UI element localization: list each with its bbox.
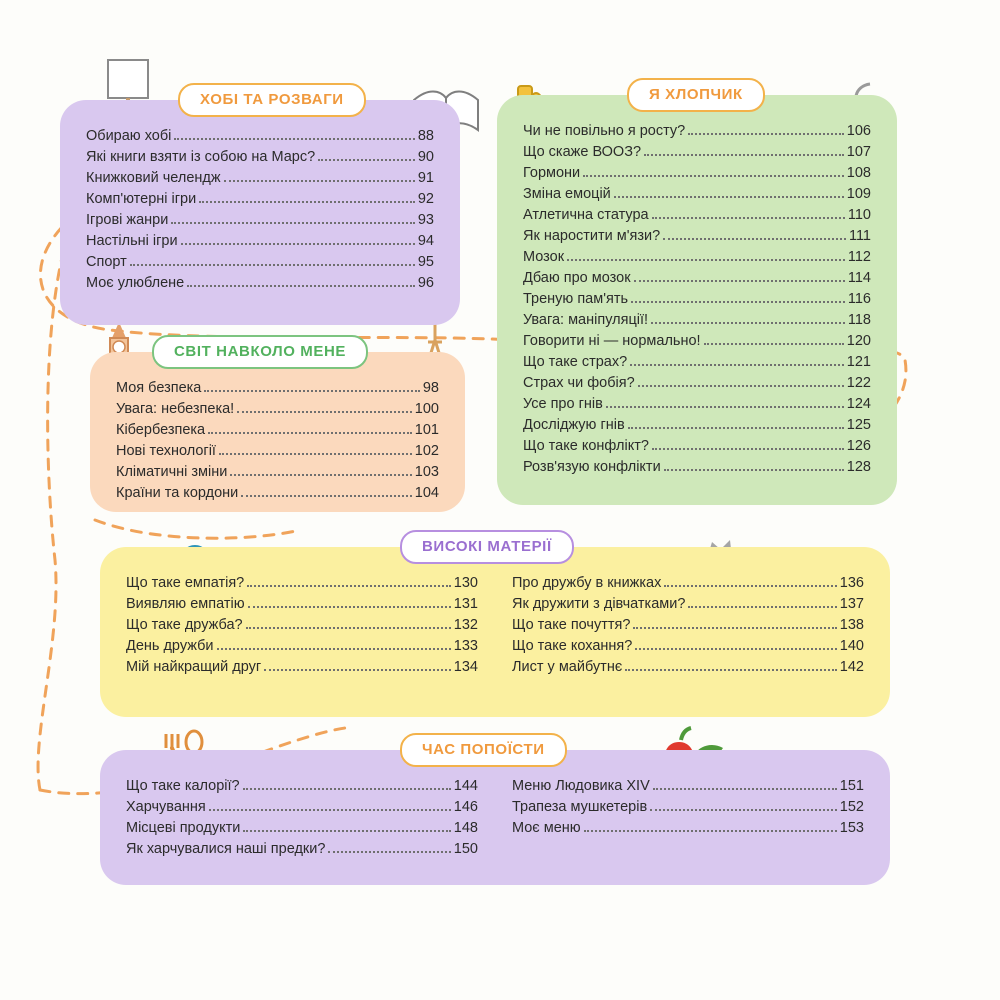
entry-title: Що таке калорії?	[126, 778, 240, 794]
entry-page: 130	[453, 575, 478, 591]
leader-dots	[219, 452, 412, 455]
entry-page: 144	[453, 778, 478, 794]
entry-title: Моє улюблене	[86, 275, 185, 291]
toc-entry[interactable]	[126, 776, 478, 797]
toc-entry[interactable]	[126, 615, 478, 636]
entries-column	[512, 573, 864, 678]
toc-entry[interactable]	[512, 657, 864, 678]
toc-entry[interactable]	[523, 247, 871, 268]
leader-dots	[209, 808, 451, 811]
entry-page: 102	[414, 443, 439, 459]
leader-dots	[652, 216, 845, 219]
leader-dots	[688, 132, 844, 135]
leader-dots	[187, 284, 415, 287]
entry-title: Досліджую гнів	[523, 417, 625, 433]
toc-entry[interactable]	[523, 121, 871, 142]
leader-dots	[653, 787, 837, 790]
entry-title: Що таке страх?	[523, 354, 628, 370]
entry-page: 110	[847, 207, 871, 223]
section-title-food: ЧАС ПОПОЇСТИ	[400, 733, 567, 767]
entries-column	[126, 776, 478, 860]
entry-page: 96	[417, 275, 434, 291]
entry-title: Моє меню	[512, 820, 581, 836]
toc-entry[interactable]	[523, 394, 871, 415]
entry-title: Комп'ютерні ігри	[86, 191, 197, 207]
entry-title: Зміна емоцій	[523, 186, 611, 202]
toc-entry[interactable]	[86, 231, 434, 252]
entry-title: Що таке кохання?	[512, 638, 633, 654]
entries-column	[523, 121, 871, 478]
entry-page: 137	[839, 596, 864, 612]
entry-page: 150	[453, 841, 478, 857]
entry-title: Як дружити з дівчатками?	[512, 596, 686, 612]
leader-dots	[644, 153, 844, 156]
entry-page: 94	[417, 233, 434, 249]
leader-dots	[638, 384, 844, 387]
entry-page: 125	[846, 417, 871, 433]
entry-title: Про дружбу в книжках	[512, 575, 662, 591]
toc-entry[interactable]	[523, 205, 871, 226]
toc-entry[interactable]	[512, 573, 864, 594]
entry-title: Настільні ігри	[86, 233, 178, 249]
entry-title: Що таке дружба?	[126, 617, 243, 633]
toc-entry[interactable]	[116, 378, 439, 399]
leader-dots	[243, 787, 451, 790]
leader-dots	[630, 363, 844, 366]
entry-page: 124	[846, 396, 871, 412]
entry-page: 109	[846, 186, 871, 202]
section-panel-boy	[497, 86, 897, 505]
toc-entry[interactable]	[116, 483, 439, 504]
entry-title: Кліматичні зміни	[116, 464, 228, 480]
entry-title: Лист у майбутнє	[512, 659, 623, 675]
toc-entry[interactable]	[126, 797, 478, 818]
leader-dots	[247, 584, 451, 587]
entry-title: Що таке почуття?	[512, 617, 631, 633]
toc-entry[interactable]	[116, 441, 439, 462]
section-entries-high	[100, 547, 890, 696]
leader-dots	[584, 829, 837, 832]
toc-entry[interactable]	[523, 163, 871, 184]
leader-dots	[634, 279, 845, 282]
entry-title: Страх чи фобія?	[523, 375, 635, 391]
leader-dots	[628, 426, 844, 429]
section-entries-world	[90, 352, 465, 522]
toc-entry[interactable]	[512, 776, 864, 797]
toc-entry[interactable]	[126, 636, 478, 657]
entry-page: 121	[846, 354, 871, 370]
section-panel-high	[100, 538, 890, 717]
leader-dots	[651, 321, 845, 324]
entry-page: 118	[847, 312, 871, 328]
entry-title: Обираю хобі	[86, 128, 172, 144]
leader-dots	[208, 431, 412, 434]
toc-entry[interactable]	[512, 818, 864, 839]
toc-entry[interactable]	[523, 331, 871, 352]
entries-column	[512, 776, 864, 860]
leader-dots	[264, 668, 451, 671]
entry-title: Треную пам'ять	[523, 291, 629, 307]
entry-title: Мозок	[523, 249, 565, 265]
entry-page: 103	[414, 464, 439, 480]
entry-title: Що скаже ВООЗ?	[523, 144, 642, 160]
entry-page: 128	[846, 459, 871, 475]
entries-column	[116, 378, 439, 504]
leader-dots	[130, 263, 415, 266]
entry-page: 93	[417, 212, 434, 228]
entry-title: Гормони	[523, 165, 581, 181]
entry-page: 146	[453, 799, 478, 815]
entry-title: Спорт	[86, 254, 127, 270]
entry-title: Країни та кордони	[116, 485, 239, 501]
entry-page: 91	[417, 170, 434, 186]
toc-entry[interactable]	[86, 273, 434, 294]
toc-entry[interactable]	[523, 184, 871, 205]
entry-title: День дружби	[126, 638, 214, 654]
entry-title: Розв'язую конфлікти	[523, 459, 661, 475]
entry-page: 142	[839, 659, 864, 675]
entry-page: 132	[453, 617, 478, 633]
leader-dots	[663, 237, 846, 240]
entry-page: 88	[417, 128, 434, 144]
section-title-hobby: ХОБІ ТА РОЗВАГИ	[178, 83, 366, 117]
leader-dots	[237, 410, 412, 413]
entry-page: 133	[453, 638, 478, 654]
leader-dots	[181, 242, 415, 245]
entry-title: Мій найкращий друг	[126, 659, 262, 675]
entry-page: 126	[846, 438, 871, 454]
leader-dots	[635, 647, 836, 650]
entry-page: 122	[846, 375, 871, 391]
entry-page: 136	[839, 575, 864, 591]
entry-title: Усе про гнів	[523, 396, 603, 412]
leader-dots	[704, 342, 844, 345]
toc-entry[interactable]	[523, 415, 871, 436]
section-entries-boy	[497, 95, 897, 496]
leader-dots	[318, 158, 415, 161]
toc-entry[interactable]	[126, 657, 478, 678]
leader-dots	[614, 195, 844, 198]
toc-entry[interactable]	[512, 636, 864, 657]
entry-page: 153	[839, 820, 864, 836]
toc-entry[interactable]	[126, 594, 478, 615]
leader-dots	[217, 647, 451, 650]
toc-entry[interactable]	[523, 226, 871, 247]
toc-entry[interactable]	[523, 142, 871, 163]
toc-entry[interactable]	[86, 189, 434, 210]
leader-dots	[246, 626, 451, 629]
toc-entry[interactable]	[523, 268, 871, 289]
toc-entry[interactable]	[512, 594, 864, 615]
section-entries-hobby	[60, 100, 460, 312]
leader-dots	[199, 200, 415, 203]
entry-page: 100	[414, 401, 439, 417]
entry-page: 111	[848, 228, 871, 244]
toc-entry[interactable]	[512, 615, 864, 636]
toc-entry[interactable]	[523, 436, 871, 457]
entry-title: Харчування	[126, 799, 206, 815]
entry-title: Нові технології	[116, 443, 216, 459]
entry-title: Дбаю про мозок	[523, 270, 631, 286]
entry-title: Говорити ні — нормально!	[523, 333, 701, 349]
toc-entry[interactable]	[86, 147, 434, 168]
section-title-world: СВІТ НАВКОЛО МЕНЕ	[152, 335, 368, 369]
section-panel-world	[90, 343, 465, 512]
leader-dots	[241, 494, 412, 497]
entry-title: Меню Людовика XIV	[512, 778, 650, 794]
leader-dots	[243, 829, 450, 832]
entry-page: 138	[839, 617, 864, 633]
entry-title: Ігрові жанри	[86, 212, 169, 228]
leader-dots	[688, 605, 836, 608]
leader-dots	[652, 447, 844, 450]
leader-dots	[171, 221, 415, 224]
section-title-high: ВИСОКІ МАТЕРІЇ	[400, 530, 574, 564]
entry-page: 106	[846, 123, 871, 139]
leader-dots	[606, 405, 844, 408]
leader-dots	[328, 850, 450, 853]
leader-dots	[633, 626, 836, 629]
entry-title: Трапеза мушкетерів	[512, 799, 648, 815]
leader-dots	[583, 174, 844, 177]
section-panel-hobby	[60, 91, 460, 325]
toc-entry[interactable]	[512, 797, 864, 818]
leader-dots	[204, 389, 419, 392]
entry-title: Кібербезпека	[116, 422, 206, 438]
entry-title: Що таке конфлікт?	[523, 438, 649, 454]
leader-dots	[631, 300, 845, 303]
entries-column	[86, 126, 434, 294]
entry-page: 131	[453, 596, 478, 612]
toc-entry[interactable]	[523, 352, 871, 373]
entry-title: Які книги взяти із собою на Марс?	[86, 149, 316, 165]
entry-page: 134	[453, 659, 478, 675]
leader-dots	[650, 808, 837, 811]
leader-dots	[248, 605, 451, 608]
entry-page: 95	[417, 254, 434, 270]
toc-entry[interactable]	[126, 839, 478, 860]
toc-entry[interactable]	[523, 310, 871, 331]
leader-dots	[567, 258, 845, 261]
entry-title: Як харчувалися наші предки?	[126, 841, 326, 857]
entry-page: 148	[453, 820, 478, 836]
entry-title: Увага: небезпека!	[116, 401, 235, 417]
leader-dots	[224, 179, 415, 182]
section-entries-food	[100, 750, 890, 878]
leader-dots	[174, 137, 414, 140]
toc-entry[interactable]	[86, 168, 434, 189]
section-panel-food	[100, 741, 890, 885]
entry-title: Як наростити м'язи?	[523, 228, 661, 244]
entry-title: Книжковий челендж	[86, 170, 221, 186]
entry-page: 104	[414, 485, 439, 501]
entry-title: Що таке емпатія?	[126, 575, 245, 591]
entry-page: 116	[847, 291, 871, 307]
toc-entry[interactable]	[523, 289, 871, 310]
toc-entry[interactable]	[126, 818, 478, 839]
toc-entry[interactable]	[86, 252, 434, 273]
section-title-boy: Я ХЛОПЧИК	[627, 78, 765, 112]
toc-entry[interactable]	[116, 399, 439, 420]
leader-dots	[230, 473, 411, 476]
entry-page: 98	[422, 380, 439, 396]
toc-entry[interactable]	[523, 457, 871, 478]
leader-dots	[664, 468, 844, 471]
entry-title: Увага: маніпуляції!	[523, 312, 649, 328]
leader-dots	[664, 584, 836, 587]
entry-title: Атлетична статура	[523, 207, 649, 223]
entry-page: 140	[839, 638, 864, 654]
entry-page: 108	[846, 165, 871, 181]
toc-entry[interactable]	[126, 573, 478, 594]
entry-title: Виявляю емпатію	[126, 596, 245, 612]
toc-entry[interactable]	[523, 373, 871, 394]
entry-page: 101	[414, 422, 439, 438]
toc-entry[interactable]	[116, 462, 439, 483]
entry-title: Чи не повільно я росту?	[523, 123, 686, 139]
entry-title: Місцеві продукти	[126, 820, 241, 836]
entry-page: 107	[846, 144, 871, 160]
entry-page: 120	[846, 333, 871, 349]
entry-page: 114	[847, 270, 871, 286]
leader-dots	[625, 668, 837, 671]
entry-page: 90	[417, 149, 434, 165]
toc-entry[interactable]	[116, 420, 439, 441]
toc-entry[interactable]	[86, 210, 434, 231]
entry-page: 112	[847, 249, 871, 265]
entries-column	[126, 573, 478, 678]
entry-title: Моя безпека	[116, 380, 202, 396]
entry-page: 92	[417, 191, 434, 207]
entry-page: 152	[839, 799, 864, 815]
entry-page: 151	[839, 778, 864, 794]
toc-entry[interactable]	[86, 126, 434, 147]
